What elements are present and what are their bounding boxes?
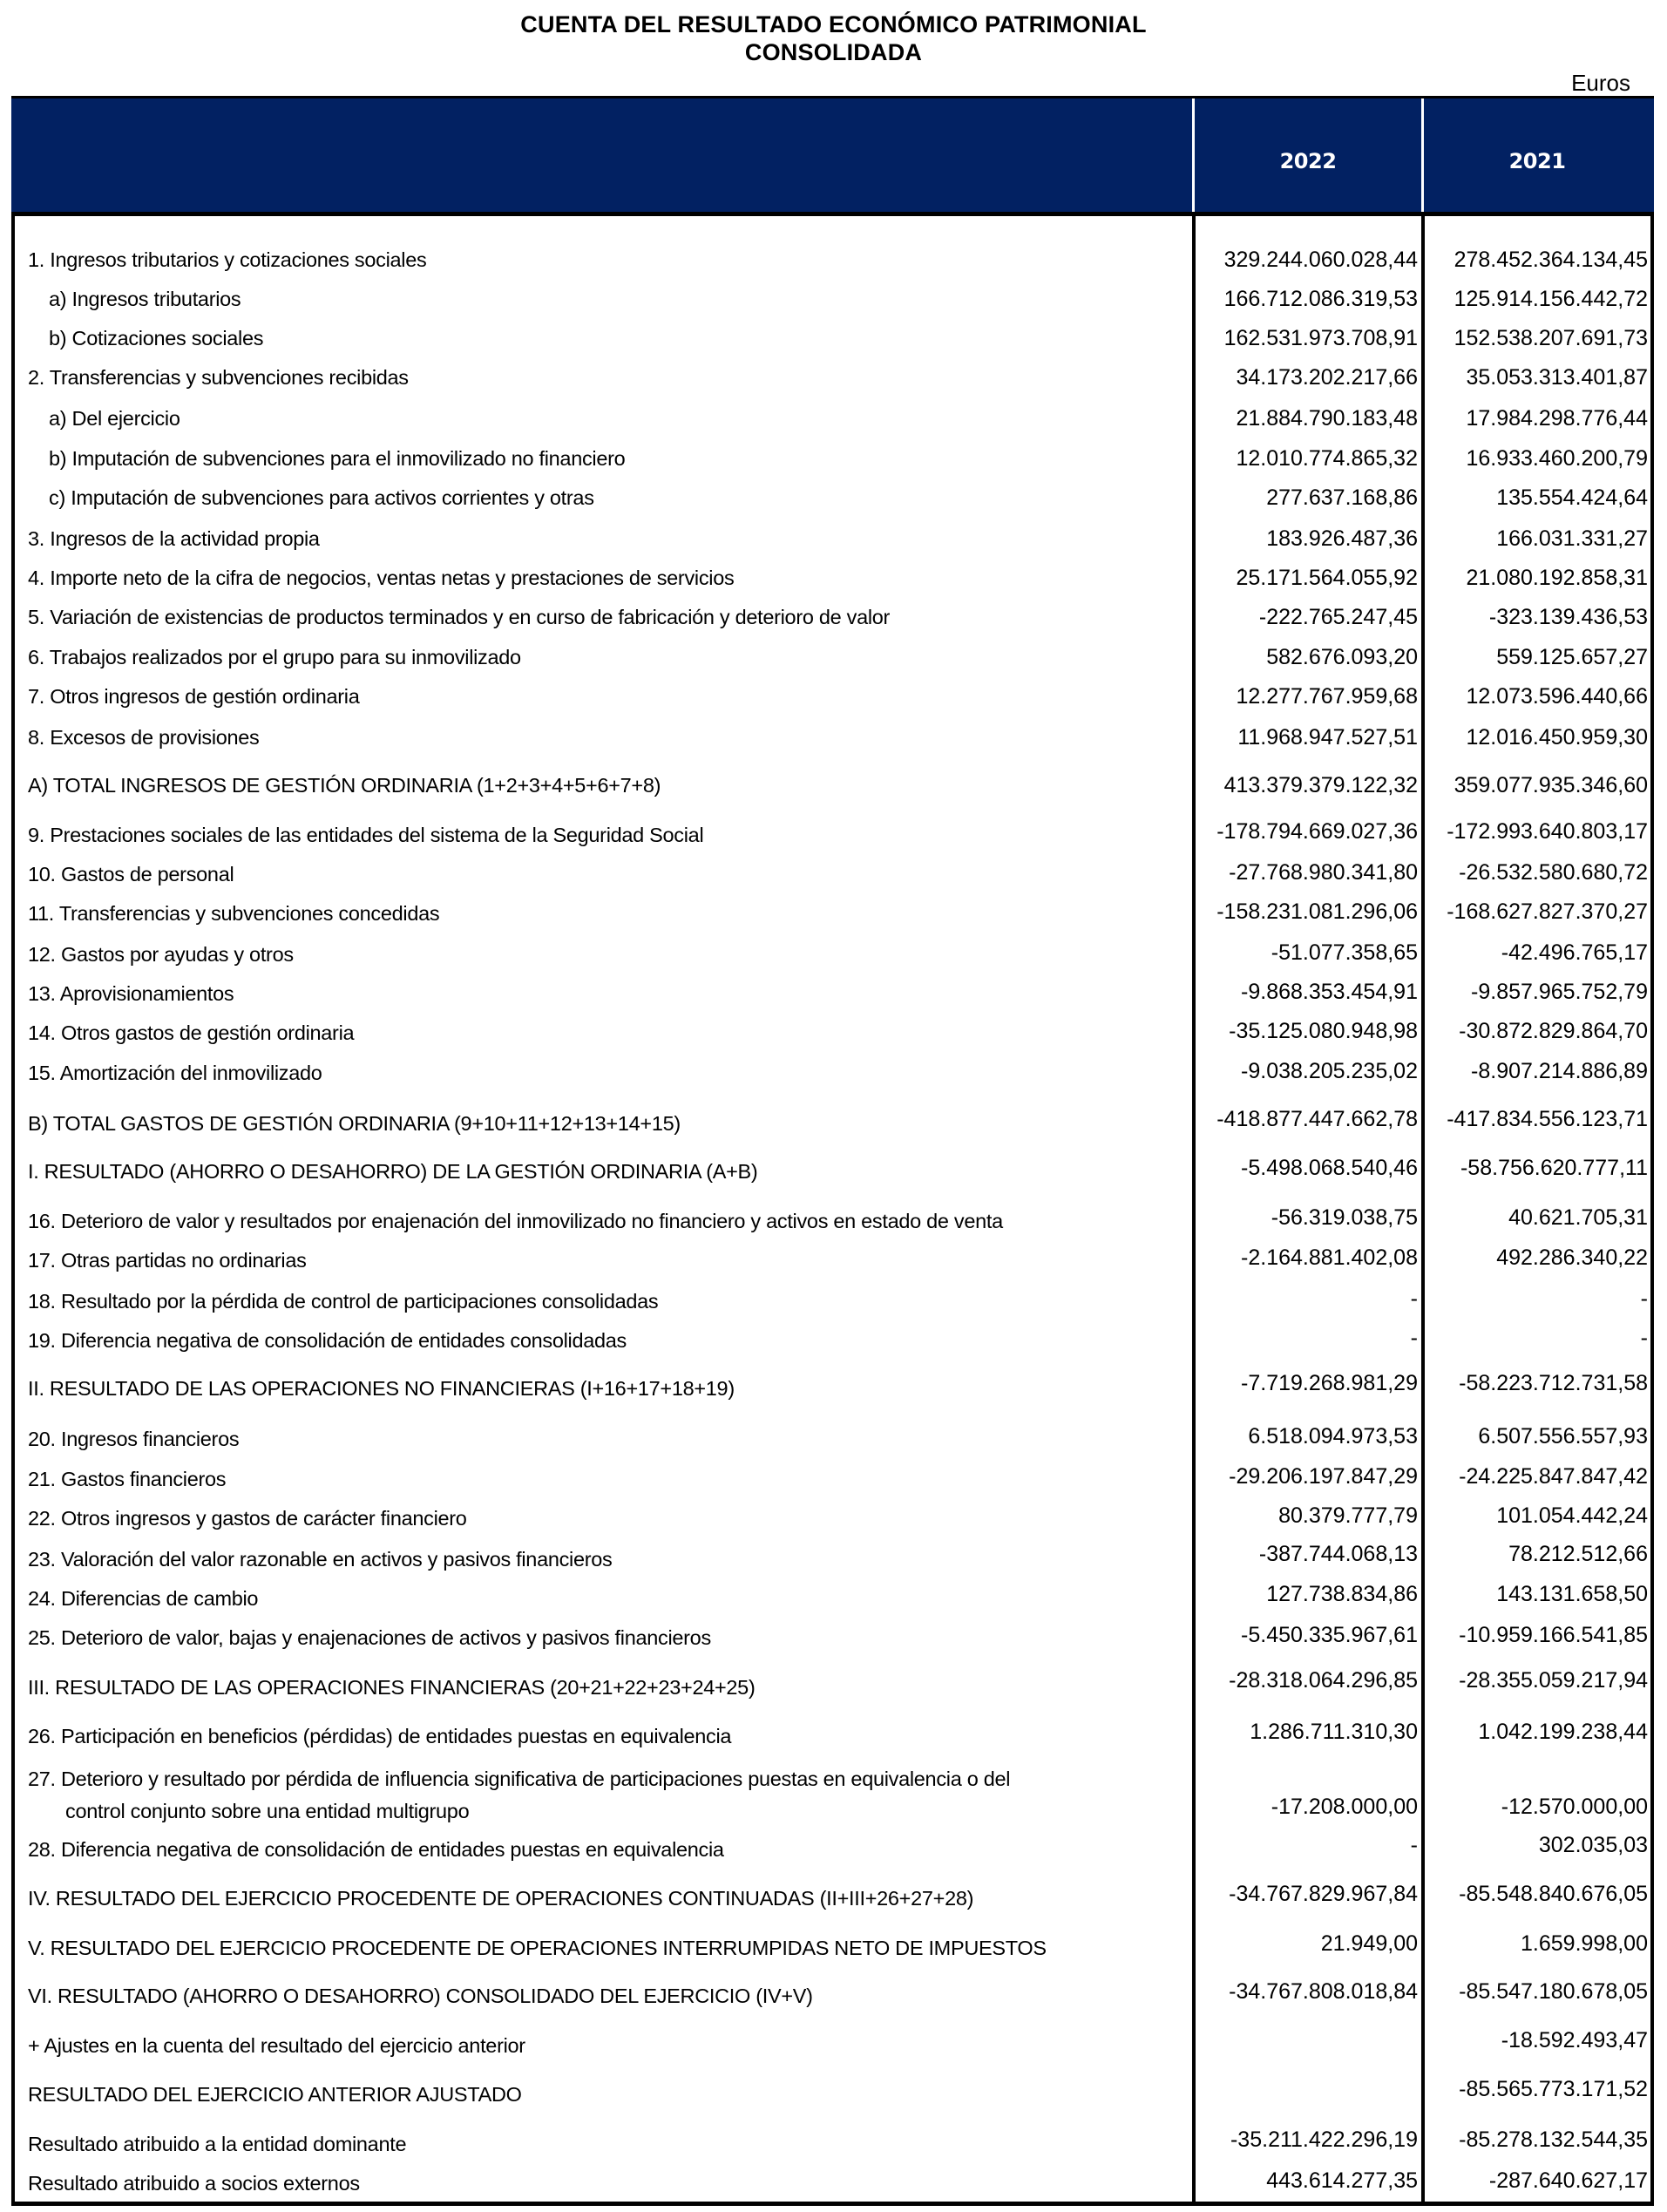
value-2022: - bbox=[1410, 1326, 1418, 1350]
row-label: 2. Transferencias y subvenciones recibidas bbox=[28, 366, 409, 389]
value-2021: 12.016.450.959,30 bbox=[1466, 725, 1648, 750]
units-label: Euros bbox=[1571, 70, 1630, 96]
row-label: 26. Participación en beneficios (pérdidas) de entidades puestas en equivalencia bbox=[28, 1725, 732, 1747]
value-2021: 1.659.998,00 bbox=[1521, 1931, 1648, 1956]
value-2021: 35.053.313.401,87 bbox=[1466, 365, 1648, 390]
row-label: 5. Variación de existencias de productos terminados y en curso de fabricación y deterioro de valor bbox=[28, 606, 891, 628]
value-2022: -35.211.422.296,19 bbox=[1230, 2127, 1418, 2152]
row-label: 9. Prestaciones sociales de las entidades del sistema de la Seguridad Social bbox=[28, 824, 704, 846]
value-2021: 166.031.331,27 bbox=[1496, 526, 1648, 551]
row-label: 24. Diferencias de cambio bbox=[28, 1587, 259, 1610]
value-2022: -9.868.353.454,91 bbox=[1241, 980, 1418, 1004]
value-2022: -178.794.669.027,36 bbox=[1216, 819, 1418, 844]
value-2021: -417.834.556.123,71 bbox=[1447, 1107, 1648, 1131]
value-2022: 162.531.973.708,91 bbox=[1223, 326, 1418, 350]
row-label: 27. Deterioro y resultado por pérdida de influencia significativa de participaciones puestas en equivalencia o del bbox=[28, 1768, 1011, 1790]
subtotal-label: I. RESULTADO (AHORRO O DESAHORRO) DE LA GESTIÓN ORDINARIA (A+B) bbox=[28, 1160, 758, 1183]
value-2022: -51.077.358,65 bbox=[1271, 940, 1418, 965]
row-label: 15. Amortización del inmovilizado bbox=[28, 1062, 322, 1084]
value-2021: -8.907.214.886,89 bbox=[1471, 1059, 1648, 1083]
value-2022: - bbox=[1410, 1833, 1418, 1857]
value-2022: 329.244.060.028,44 bbox=[1223, 248, 1418, 272]
row-label: b) Imputación de subvenciones para el inmovilizado no financiero bbox=[49, 447, 626, 470]
value-2021: -85.278.132.544,35 bbox=[1459, 2127, 1648, 2152]
value-2021: -10.959.166.541,85 bbox=[1459, 1623, 1648, 1647]
value-2021: 359.077.935.346,60 bbox=[1454, 773, 1648, 797]
value-2022: 21.884.790.183,48 bbox=[1236, 406, 1418, 431]
value-2021: -26.532.580.680,72 bbox=[1459, 860, 1648, 885]
report-title-line1: CUENTA DEL RESULTADO ECONÓMICO PATRIMONIAL bbox=[520, 11, 1147, 37]
value-2021: -24.225.847.847,42 bbox=[1459, 1464, 1648, 1489]
value-2021: -85.547.180.678,05 bbox=[1459, 1979, 1648, 2004]
value-2021: 17.984.298.776,44 bbox=[1466, 406, 1648, 431]
value-2022: 277.637.168,86 bbox=[1266, 485, 1418, 510]
value-2022: 21.949,00 bbox=[1320, 1931, 1418, 1956]
value-2022: 443.614.277,35 bbox=[1266, 2168, 1418, 2193]
row-label: 14. Otros gastos de gestión ordinaria bbox=[28, 1021, 355, 1044]
value-2021: -172.993.640.803,17 bbox=[1447, 819, 1648, 844]
value-2021: 101.054.442,24 bbox=[1496, 1503, 1648, 1528]
row-label: 21. Gastos financieros bbox=[28, 1468, 227, 1490]
value-2021: 1.042.199.238,44 bbox=[1478, 1720, 1648, 1744]
row-label: + Ajustes en la cuenta del resultado del ejercicio anterior bbox=[28, 2034, 525, 2057]
column-divider bbox=[1421, 216, 1425, 2206]
value-2021: 125.914.156.442,72 bbox=[1454, 287, 1648, 311]
value-2021: 16.933.460.200,79 bbox=[1466, 446, 1648, 471]
value-2021: 40.621.705,31 bbox=[1508, 1205, 1648, 1230]
value-2022: -418.877.447.662,78 bbox=[1216, 1107, 1418, 1131]
value-2021: -168.627.827.370,27 bbox=[1447, 899, 1648, 924]
row-label: 25. Deterioro de valor, bajas y enajenaciones de activos y pasivos financieros bbox=[28, 1626, 711, 1649]
value-2021: -12.570.000,00 bbox=[1501, 1795, 1648, 1819]
row-label: Resultado atribuido a la entidad dominante bbox=[28, 2133, 407, 2155]
value-2022: 25.171.564.055,92 bbox=[1236, 566, 1418, 590]
row-label: 7. Otros ingresos de gestión ordinaria bbox=[28, 685, 360, 708]
value-2022: -35.125.080.948,98 bbox=[1229, 1019, 1418, 1043]
value-2022: -34.767.808.018,84 bbox=[1229, 1979, 1418, 2004]
row-label: 16. Deterioro de valor y resultados por enajenación del inmovilizado no financiero y activos en estado de venta bbox=[28, 1210, 1003, 1232]
value-2022: -7.719.268.981,29 bbox=[1241, 1371, 1418, 1395]
value-2021: -30.872.829.864,70 bbox=[1459, 1019, 1648, 1043]
value-2022: -9.038.205.235,02 bbox=[1241, 1059, 1418, 1083]
value-2021: -287.640.627,17 bbox=[1488, 2168, 1648, 2193]
row-label: RESULTADO DEL EJERCICIO ANTERIOR AJUSTADO bbox=[28, 2083, 522, 2106]
row-label: 8. Excesos de provisiones bbox=[28, 726, 260, 749]
value-2021: 135.554.424,64 bbox=[1496, 485, 1648, 510]
report-title-line2: CONSOLIDADA bbox=[744, 39, 923, 65]
row-label-continuation: control conjunto sobre una entidad multigrupo bbox=[65, 1800, 470, 1822]
value-2021: -323.139.436,53 bbox=[1488, 605, 1648, 629]
value-2022: -222.765.247,45 bbox=[1258, 605, 1418, 629]
row-label: 19. Diferencia negativa de consolidación de entidades consolidadas bbox=[28, 1329, 627, 1352]
value-2022: 12.277.767.959,68 bbox=[1236, 684, 1418, 709]
column-header-2022: 2022 bbox=[1279, 149, 1337, 173]
row-label: 28. Diferencia negativa de consolidación de entidades puestas en equivalencia bbox=[28, 1838, 724, 1861]
value-2022: 183.926.487,36 bbox=[1266, 526, 1418, 551]
value-2022: 166.712.086.319,53 bbox=[1223, 287, 1418, 311]
value-2021: 559.125.657,27 bbox=[1496, 645, 1648, 669]
value-2022: 1.286.711.310,30 bbox=[1250, 1720, 1418, 1744]
value-2021: - bbox=[1640, 1286, 1648, 1311]
value-2021: 21.080.192.858,31 bbox=[1466, 566, 1648, 590]
row-label: Resultado atribuido a socios externos bbox=[28, 2172, 360, 2195]
value-2022: 127.738.834,86 bbox=[1266, 1582, 1418, 1606]
value-2022: -5.498.068.540,46 bbox=[1241, 1156, 1418, 1180]
row-label: 12. Gastos por ayudas y otros bbox=[28, 943, 294, 966]
subtotal-label: IV. RESULTADO DEL EJERCICIO PROCEDENTE DE OPERACIONES CONTINUADAS (II+III+26+27+28) bbox=[28, 1887, 974, 1910]
row-label: 13. Aprovisionamientos bbox=[28, 982, 234, 1005]
row-label: 3. Ingresos de la actividad propia bbox=[28, 527, 320, 550]
value-2021: 143.131.658,50 bbox=[1496, 1582, 1648, 1606]
row-label: c) Imputación de subvenciones para activos corrientes y otras bbox=[49, 486, 594, 509]
value-2021: -28.355.059.217,94 bbox=[1459, 1668, 1648, 1693]
row-label: 20. Ingresos financieros bbox=[28, 1428, 240, 1450]
value-2022: 11.968.947.527,51 bbox=[1237, 725, 1418, 750]
value-2022: -17.208.000,00 bbox=[1271, 1795, 1418, 1819]
value-2022: -29.206.197.847,29 bbox=[1229, 1464, 1418, 1489]
value-2022: 34.173.202.217,66 bbox=[1236, 365, 1418, 390]
value-2022: -2.164.881.402,08 bbox=[1241, 1245, 1418, 1270]
value-2022: -158.231.081.296,06 bbox=[1216, 899, 1418, 924]
value-2021: - bbox=[1640, 1326, 1648, 1350]
value-2021: -18.592.493,47 bbox=[1501, 2028, 1648, 2053]
value-2021: 492.286.340,22 bbox=[1496, 1245, 1648, 1270]
subtotal-label: III. RESULTADO DE LAS OPERACIONES FINANCIERAS (20+21+22+23+24+25) bbox=[28, 1676, 756, 1699]
row-label: 11. Transferencias y subvenciones concedidas bbox=[28, 902, 440, 925]
value-2022: 12.010.774.865,32 bbox=[1236, 446, 1418, 471]
value-2021: -58.756.620.777,11 bbox=[1460, 1156, 1648, 1180]
subtotal-label: A) TOTAL INGRESOS DE GESTIÓN ORDINARIA (1+2+3+4+5+6+7+8) bbox=[28, 774, 661, 797]
value-2022: -387.744.068,13 bbox=[1258, 1542, 1418, 1566]
result-label: VI. RESULTADO (AHORRO O DESAHORRO) CONSOLIDADO DEL EJERCICIO (IV+V) bbox=[28, 1985, 813, 2007]
value-2021: 12.073.596.440,66 bbox=[1466, 684, 1648, 709]
row-label: 18. Resultado por la pérdida de control de participaciones consolidadas bbox=[28, 1290, 659, 1313]
value-2022: -34.767.829.967,84 bbox=[1229, 1882, 1418, 1906]
value-2021: 152.538.207.691,73 bbox=[1454, 326, 1648, 350]
value-2021: 6.507.556.557,93 bbox=[1478, 1424, 1648, 1449]
value-2022: -27.768.980.341,80 bbox=[1229, 860, 1418, 885]
value-2022: 80.379.777,79 bbox=[1278, 1503, 1418, 1528]
row-label: 23. Valoración del valor razonable en activos y pasivos financieros bbox=[28, 1548, 613, 1571]
row-label: 6. Trabajos realizados por el grupo para su inmovilizado bbox=[28, 646, 521, 668]
value-2021: -85.548.840.676,05 bbox=[1459, 1882, 1648, 1906]
subtotal-label: II. RESULTADO DE LAS OPERACIONES NO FINANCIERAS (I+16+17+18+19) bbox=[28, 1377, 735, 1400]
value-2021: 278.452.364.134,45 bbox=[1454, 248, 1648, 272]
value-2022: - bbox=[1410, 1286, 1418, 1311]
row-label: 4. Importe neto de la cifra de negocios, ventas netas y prestaciones de servicios bbox=[28, 567, 735, 589]
value-2021: 302.035,03 bbox=[1538, 1833, 1648, 1857]
value-2021: -42.496.765,17 bbox=[1501, 940, 1648, 965]
value-2022: 413.379.379.122,32 bbox=[1223, 773, 1418, 797]
table-header bbox=[11, 96, 1654, 216]
row-label: 10. Gastos de personal bbox=[28, 863, 234, 885]
column-header-2021: 2021 bbox=[1508, 149, 1566, 173]
value-2022: 6.518.094.973,53 bbox=[1248, 1424, 1418, 1449]
value-2021: -9.857.965.752,79 bbox=[1471, 980, 1648, 1004]
row-label: 22. Otros ingresos y gastos de carácter financiero bbox=[28, 1507, 467, 1530]
value-2022: -5.450.335.967,61 bbox=[1241, 1623, 1418, 1647]
value-2022: -28.318.064.296,85 bbox=[1229, 1668, 1418, 1693]
value-2021: 78.212.512,66 bbox=[1508, 1542, 1648, 1566]
subtotal-label: B) TOTAL GASTOS DE GESTIÓN ORDINARIA (9+10+11+12+13+14+15) bbox=[28, 1112, 681, 1135]
subtotal-label: V. RESULTADO DEL EJERCICIO PROCEDENTE DE OPERACIONES INTERRUMPIDAS NETO DE IMPUESTOS bbox=[28, 1937, 1047, 1959]
row-label: 1. Ingresos tributarios y cotizaciones sociales bbox=[28, 248, 427, 271]
row-label: 17. Otras partidas no ordinarias bbox=[28, 1249, 307, 1272]
value-2022: -56.319.038,75 bbox=[1271, 1205, 1418, 1230]
column-divider bbox=[1192, 216, 1196, 2206]
value-2021: -58.223.712.731,58 bbox=[1459, 1371, 1648, 1395]
row-label: a) Del ejercicio bbox=[49, 407, 180, 430]
row-label: b) Cotizaciones sociales bbox=[49, 327, 264, 349]
value-2022: 582.676.093,20 bbox=[1266, 645, 1418, 669]
value-2021: -85.565.773.171,52 bbox=[1459, 2077, 1648, 2101]
row-label: a) Ingresos tributarios bbox=[49, 288, 241, 310]
